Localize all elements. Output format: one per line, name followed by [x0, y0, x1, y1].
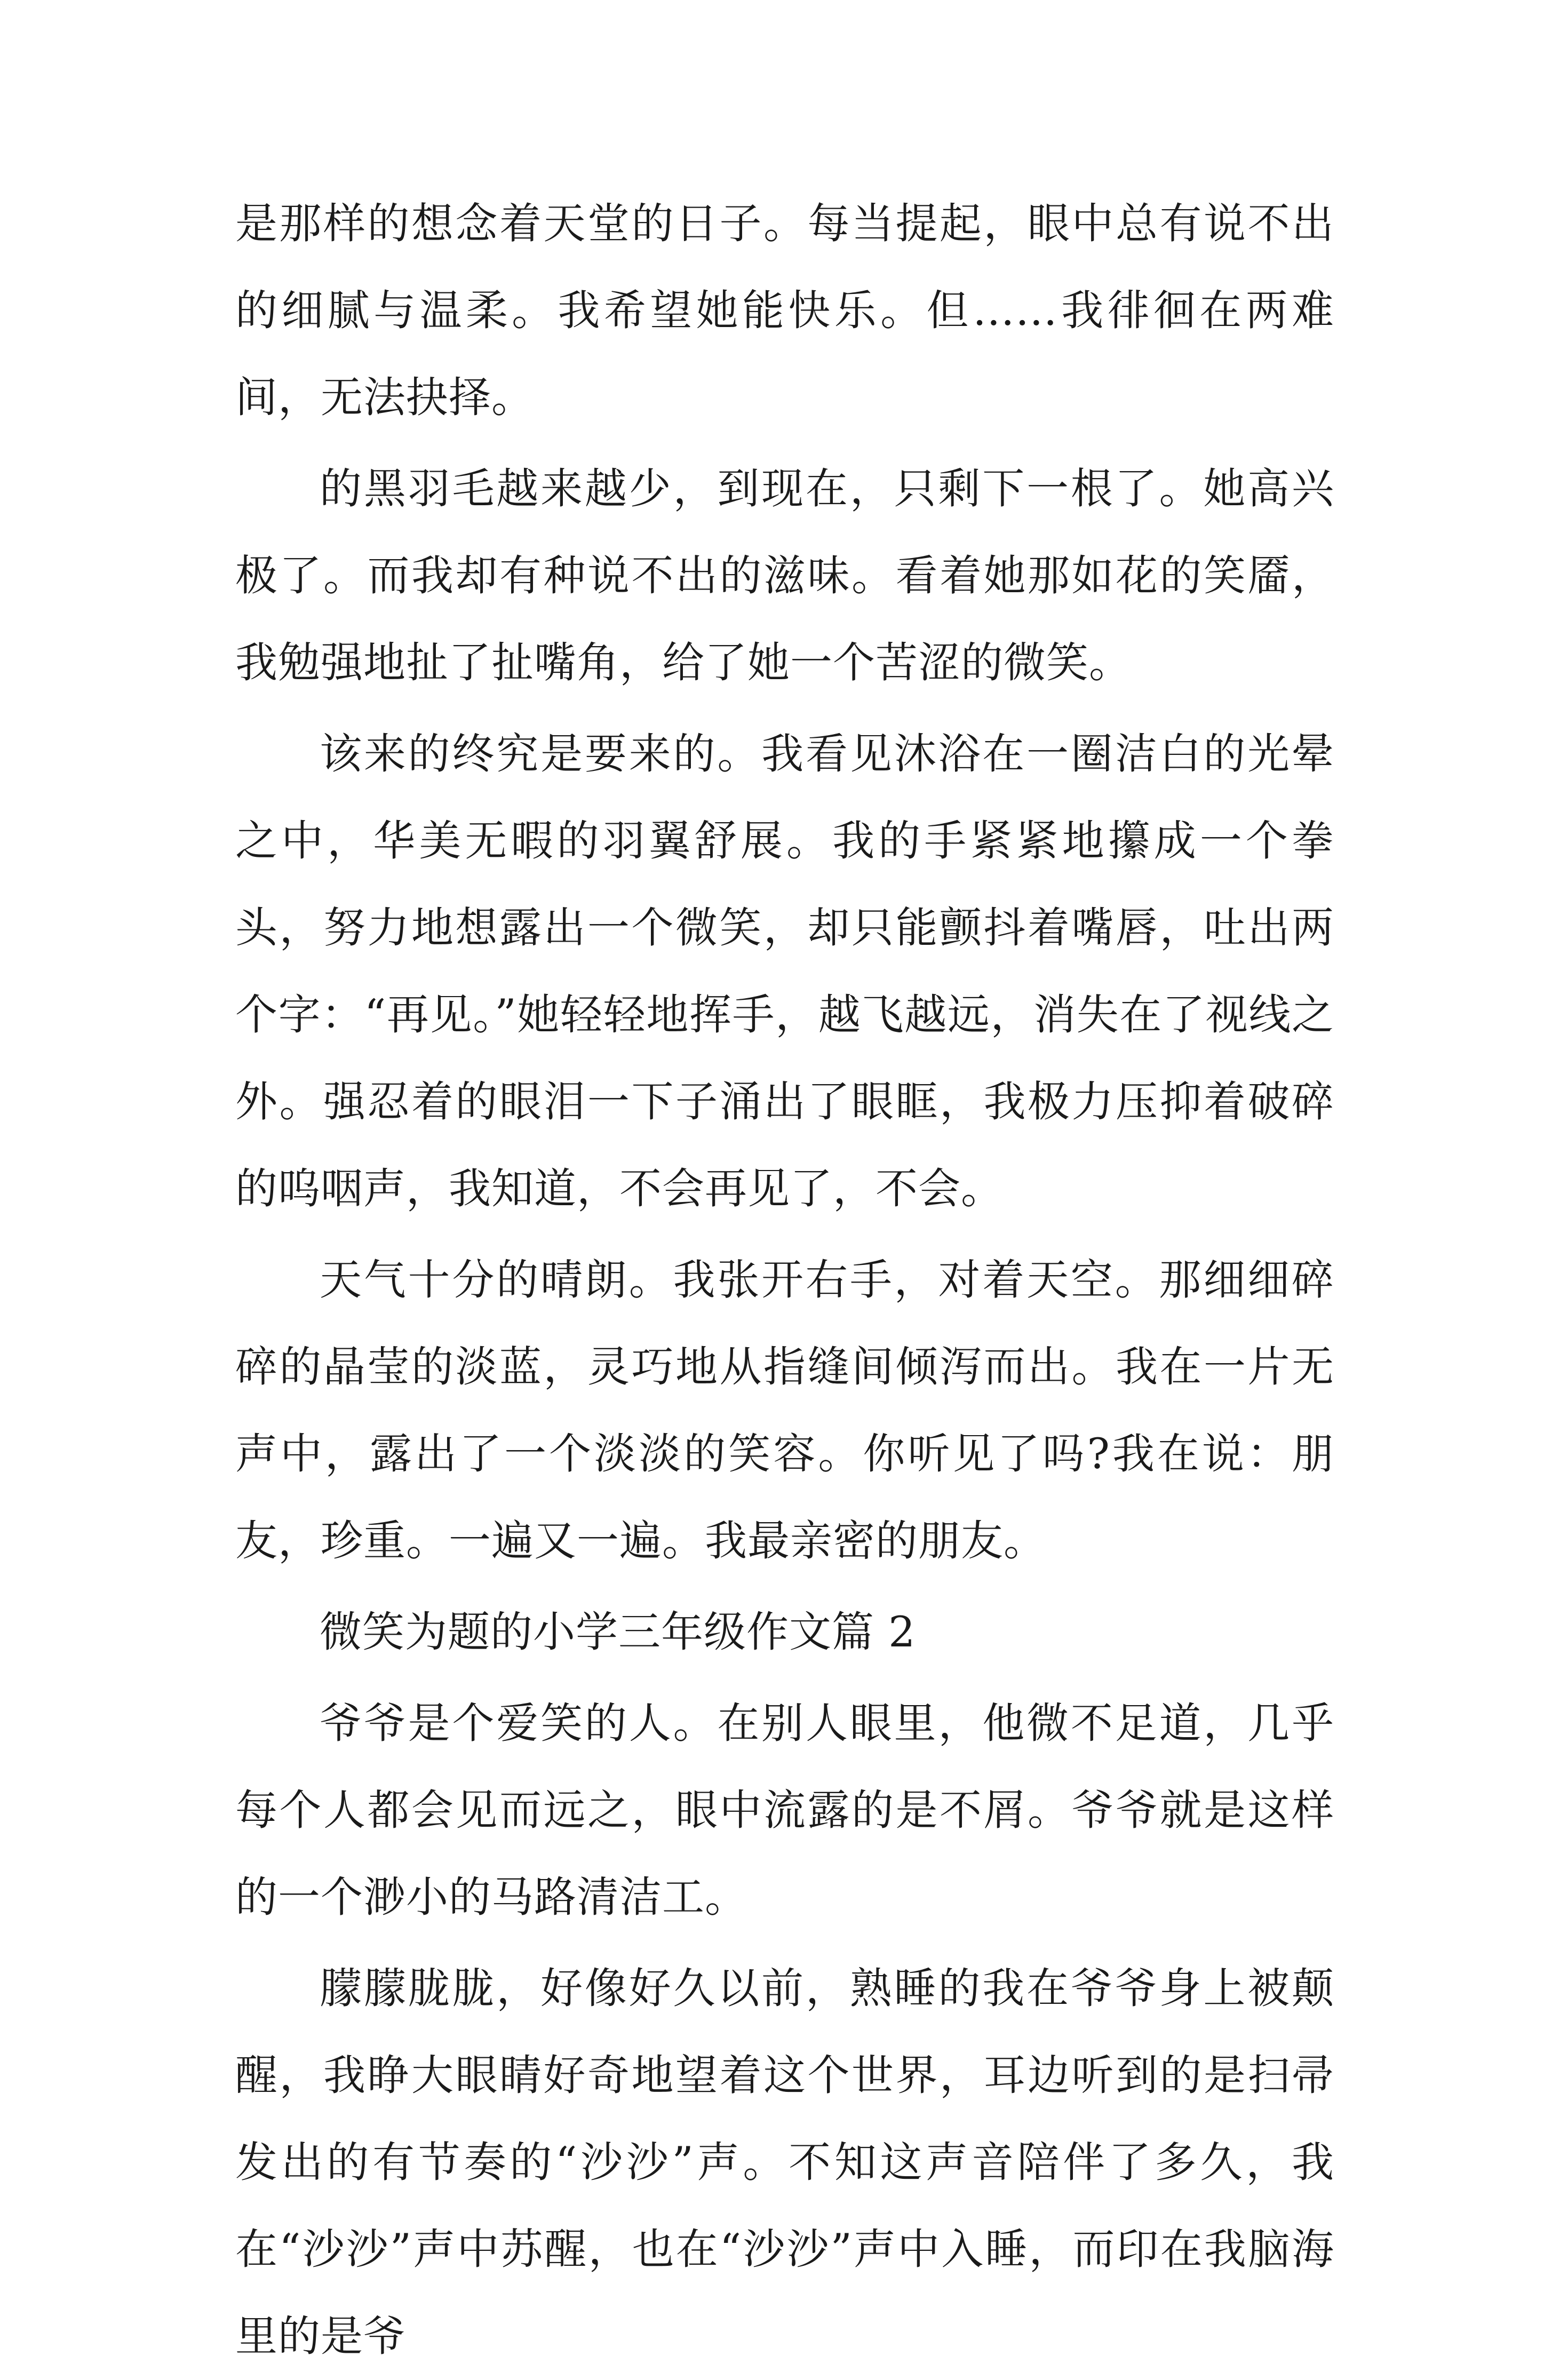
paragraph-grandfather: 爷爷是个爱笑的人。在别人眼里，他微不足道，几乎每个人都会见而远之，眼中流露的是不屑。爷爷就是这样的一个渺小的马路清洁工。	[235, 1699, 1334, 1922]
paragraph-farewell: 该来的终究是要来的。我看见沐浴在一圈洁白的光晕之中，华美无暇的羽翼舒展。我的手紧紧地攥成一个拳头，努力地想露出一个微笑，却只能颤抖着嘴唇，吐出两个字：“再见。”她轻轻地挥手，越飞越远，消失在了视线之外。强忍着的眼泪一下子涌出了眼眶，我极力压抑着破碎的呜咽声，我知道，不会再见了，不会。	[235, 729, 1334, 1213]
paragraph-clear-sky: 天气十分的晴朗。我张开右手，对着天空。那细细碎碎的晶莹的淡蓝，灵巧地从指缝间倾泻而出。我在一片无声中，露出了一个淡淡的笑容。你听见了吗?我在说：朋友，珍重。一遍又一遍。我最亲密的朋友。	[235, 1255, 1334, 1565]
document-body	[235, 180, 1334, 2380]
section-heading: 微笑为题的小学三年级作文篇 2	[320, 1607, 916, 1657]
paragraph-continuation: 是那样的想念着天堂的日子。每当提起，眼中总有说不出的细腻与温柔。我希望她能快乐。但……我徘徊在两难间，无法抉择。	[235, 199, 1334, 422]
paragraph-black-feathers: 的黑羽毛越来越少，到现在，只剩下一根了。她高兴极了。而我却有种说不出的滋味。看着她那如花的笑靥，我勉强地扯了扯嘴角，给了她一个苦涩的微笑。	[235, 464, 1334, 687]
paragraph-memory: 朦朦胧胧，好像好久以前，熟睡的我在爷爷身上被颠醒，我睁大眼睛好奇地望着这个世界，耳边听到的是扫帚发出的有节奏的“沙沙”声。不知这声音陪伴了多久，我在“沙沙”声中苏醒，也在“沙沙”声中入睡，而印在我脑海里的是爷	[235, 1964, 1334, 2361]
